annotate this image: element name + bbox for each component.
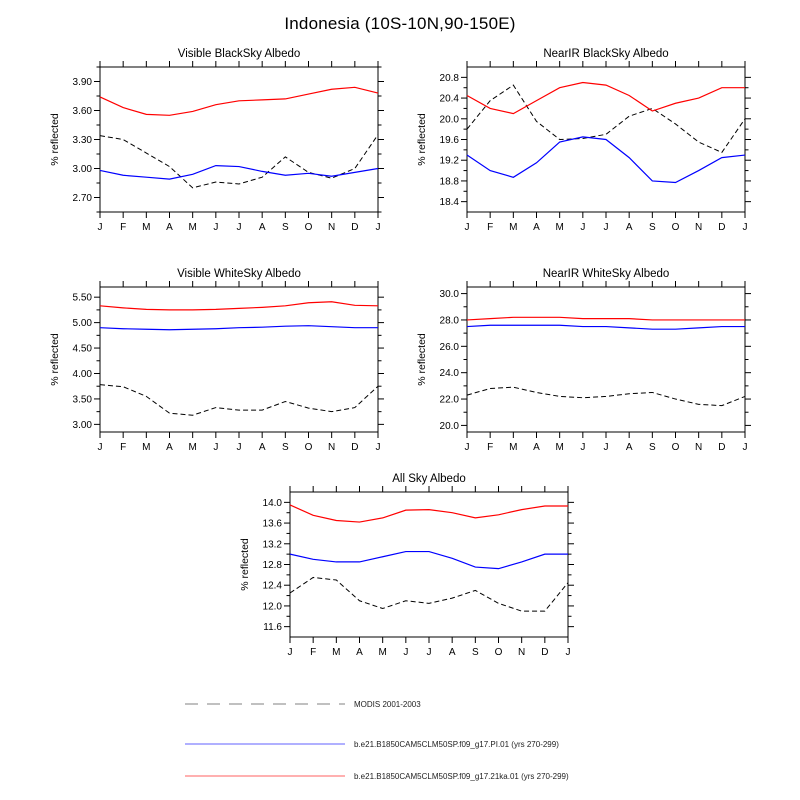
x-tick-label: S — [281, 222, 289, 233]
y-tick-label: 22.0 — [439, 394, 459, 406]
series-line-0 — [467, 387, 745, 405]
x-tick-label: D — [351, 442, 359, 453]
y-tick-label: 3.90 — [72, 77, 92, 88]
x-tick-label: N — [695, 222, 703, 233]
y-axis-label: % reflected — [416, 113, 428, 166]
y-tick-label: 5.00 — [72, 318, 92, 330]
y-tick-label: 3.00 — [72, 419, 92, 431]
x-tick-label: O — [304, 222, 313, 233]
x-tick-label: S — [648, 222, 656, 233]
panel-title: Visible BlackSky Albedo — [177, 48, 301, 60]
y-tick-label: 28.0 — [439, 315, 459, 327]
chart-all-sky-albedo — [208, 462, 598, 667]
legend-entry-21ka-run — [185, 770, 569, 782]
chart-svg — [18, 37, 408, 242]
x-tick-label: S — [281, 442, 289, 453]
x-tick-label: O — [671, 222, 680, 233]
x-tick-label: J — [603, 442, 609, 453]
x-tick-label: A — [258, 442, 266, 453]
x-tick-label: A — [448, 647, 456, 658]
y-axis-label: % reflected — [416, 333, 428, 386]
figure-title: Indonesia (10S-10N,90-150E) — [284, 14, 516, 33]
series-line-0 — [100, 385, 378, 416]
x-tick-label: M — [332, 647, 341, 658]
x-tick-label: M — [378, 647, 387, 658]
y-tick-label: 11.6 — [263, 622, 282, 634]
y-tick-label: 13.2 — [262, 539, 282, 551]
x-tick-label: F — [120, 442, 127, 453]
x-tick-label: J — [213, 442, 219, 453]
y-tick-label: 18.4 — [439, 197, 459, 209]
y-tick-label: 19.2 — [439, 155, 459, 167]
chart-svg — [18, 257, 408, 462]
x-tick-label: J — [375, 222, 381, 233]
y-tick-label: 19.6 — [439, 135, 459, 146]
y-tick-label: 3.00 — [72, 164, 92, 175]
y-tick-label: 24.0 — [439, 368, 459, 380]
chart-visible-whitesky-albedo — [18, 257, 408, 462]
x-tick-label: N — [518, 647, 526, 658]
x-tick-label: S — [471, 647, 479, 658]
series-line-2 — [467, 317, 745, 320]
x-tick-label: J — [403, 647, 409, 658]
x-tick-label: M — [555, 442, 564, 453]
y-tick-label: 18.8 — [439, 176, 459, 188]
y-tick-label: 20.4 — [439, 93, 459, 105]
y-tick-label: 3.30 — [72, 135, 92, 146]
series-line-2 — [100, 87, 378, 115]
y-tick-label: 20.8 — [439, 72, 459, 84]
y-tick-label: 3.50 — [72, 394, 92, 406]
chart-visible-blacksky-albedo — [18, 37, 408, 242]
x-tick-label: A — [166, 222, 173, 233]
x-tick-label: A — [533, 442, 540, 453]
x-tick-label: F — [487, 222, 494, 233]
x-tick-label: J — [603, 222, 609, 233]
x-tick-label: D — [718, 442, 726, 453]
modis-dashed-line-sample — [185, 699, 345, 709]
x-tick-label: M — [509, 222, 518, 233]
series-line-0 — [100, 135, 378, 188]
panel-title: NearIR WhiteSky Albedo — [542, 268, 670, 280]
chart-svg — [385, 257, 775, 462]
plot-frame — [467, 287, 745, 432]
legend-entry-pi-run — [185, 738, 559, 750]
legend-label-pi-run: b.e21.B1850CAM5CLM50SP.f09_g17.PI.01 (yrs 270-299) — [354, 739, 559, 749]
x-tick-label: F — [487, 442, 494, 453]
legend — [185, 698, 745, 790]
y-axis-label: % reflected — [49, 113, 61, 166]
x-tick-label: J — [97, 442, 103, 453]
x-tick-label: O — [304, 442, 313, 453]
series-line-1 — [290, 552, 568, 569]
y-tick-label: 12.8 — [262, 560, 282, 571]
x-tick-label: D — [718, 222, 726, 233]
x-tick-label: F — [310, 647, 317, 658]
x-tick-label: N — [328, 222, 336, 233]
x-tick-label: N — [695, 442, 703, 453]
x-tick-label: A — [166, 442, 173, 453]
chart-nearir-whitesky-albedo — [385, 257, 775, 462]
x-tick-label: M — [509, 442, 518, 453]
x-tick-label: A — [533, 222, 540, 233]
x-tick-label: D — [351, 222, 359, 233]
series-line-2 — [100, 302, 378, 310]
x-tick-label: M — [142, 222, 151, 233]
pi-run-line-sample — [185, 739, 345, 749]
chart-nearir-blacksky-albedo — [385, 37, 775, 242]
y-axis-label: % reflected — [49, 333, 61, 386]
series-line-0 — [290, 577, 568, 611]
series-line-1 — [467, 325, 745, 329]
21ka-run-line-sample — [185, 771, 345, 781]
series-line-2 — [290, 505, 568, 522]
y-axis-label: % reflected — [239, 538, 251, 591]
x-tick-label: A — [625, 442, 633, 453]
x-tick-label: J — [287, 647, 293, 658]
plot-frame — [290, 492, 568, 637]
legend-label-21ka-run: b.e21.B1850CAM5CLM50SP.f09_g17.21ka.01 (yrs 270-299) — [354, 771, 569, 781]
x-tick-label: M — [142, 442, 151, 453]
x-tick-label: J — [742, 222, 748, 233]
x-tick-label: J — [236, 222, 242, 233]
y-tick-label: 3.60 — [72, 106, 92, 117]
x-tick-label: A — [356, 647, 363, 658]
chart-svg — [385, 37, 775, 242]
panel-title: All Sky Albedo — [392, 473, 466, 485]
legend-entry-modis — [185, 698, 421, 710]
x-tick-label: F — [120, 222, 127, 233]
series-line-2 — [467, 83, 745, 114]
series-line-1 — [100, 326, 378, 330]
y-tick-label: 26.0 — [439, 341, 459, 353]
x-tick-label: A — [625, 222, 633, 233]
legend-label-modis: MODIS 2001-2003 — [354, 699, 421, 709]
x-tick-label: D — [541, 647, 549, 658]
y-tick-label: 30.0 — [439, 289, 459, 301]
y-tick-label: 2.70 — [72, 193, 92, 204]
chart-svg — [208, 462, 598, 667]
y-tick-label: 12.4 — [262, 580, 282, 592]
x-tick-label: J — [580, 222, 586, 233]
y-tick-label: 5.50 — [72, 292, 92, 304]
panel-title: NearIR BlackSky Albedo — [543, 48, 669, 60]
y-tick-label: 20.0 — [439, 114, 459, 126]
x-tick-label: J — [375, 442, 381, 453]
x-tick-label: S — [648, 442, 656, 453]
x-tick-label: O — [671, 442, 680, 453]
series-line-0 — [467, 85, 745, 152]
x-tick-label: J — [213, 222, 219, 233]
y-tick-label: 4.50 — [72, 343, 92, 355]
y-tick-label: 4.00 — [72, 368, 92, 380]
x-tick-label: J — [565, 647, 571, 658]
x-tick-label: N — [328, 442, 336, 453]
x-tick-label: M — [188, 442, 197, 453]
x-tick-label: M — [188, 222, 197, 233]
panel-title: Visible WhiteSky Albedo — [177, 268, 301, 280]
series-line-1 — [100, 166, 378, 180]
x-tick-label: J — [426, 647, 432, 658]
x-tick-label: J — [97, 222, 103, 233]
y-tick-label: 20.0 — [439, 420, 459, 432]
x-tick-label: J — [236, 442, 242, 453]
y-tick-label: 14.0 — [262, 497, 282, 509]
x-tick-label: J — [464, 442, 470, 453]
y-tick-label: 12.0 — [262, 601, 282, 613]
y-tick-label: 13.6 — [262, 518, 282, 530]
x-tick-label: J — [742, 442, 748, 453]
x-tick-label: M — [555, 222, 564, 233]
x-tick-label: J — [464, 222, 470, 233]
x-tick-label: A — [258, 222, 266, 233]
x-tick-label: J — [580, 442, 586, 453]
x-tick-label: O — [494, 647, 503, 658]
